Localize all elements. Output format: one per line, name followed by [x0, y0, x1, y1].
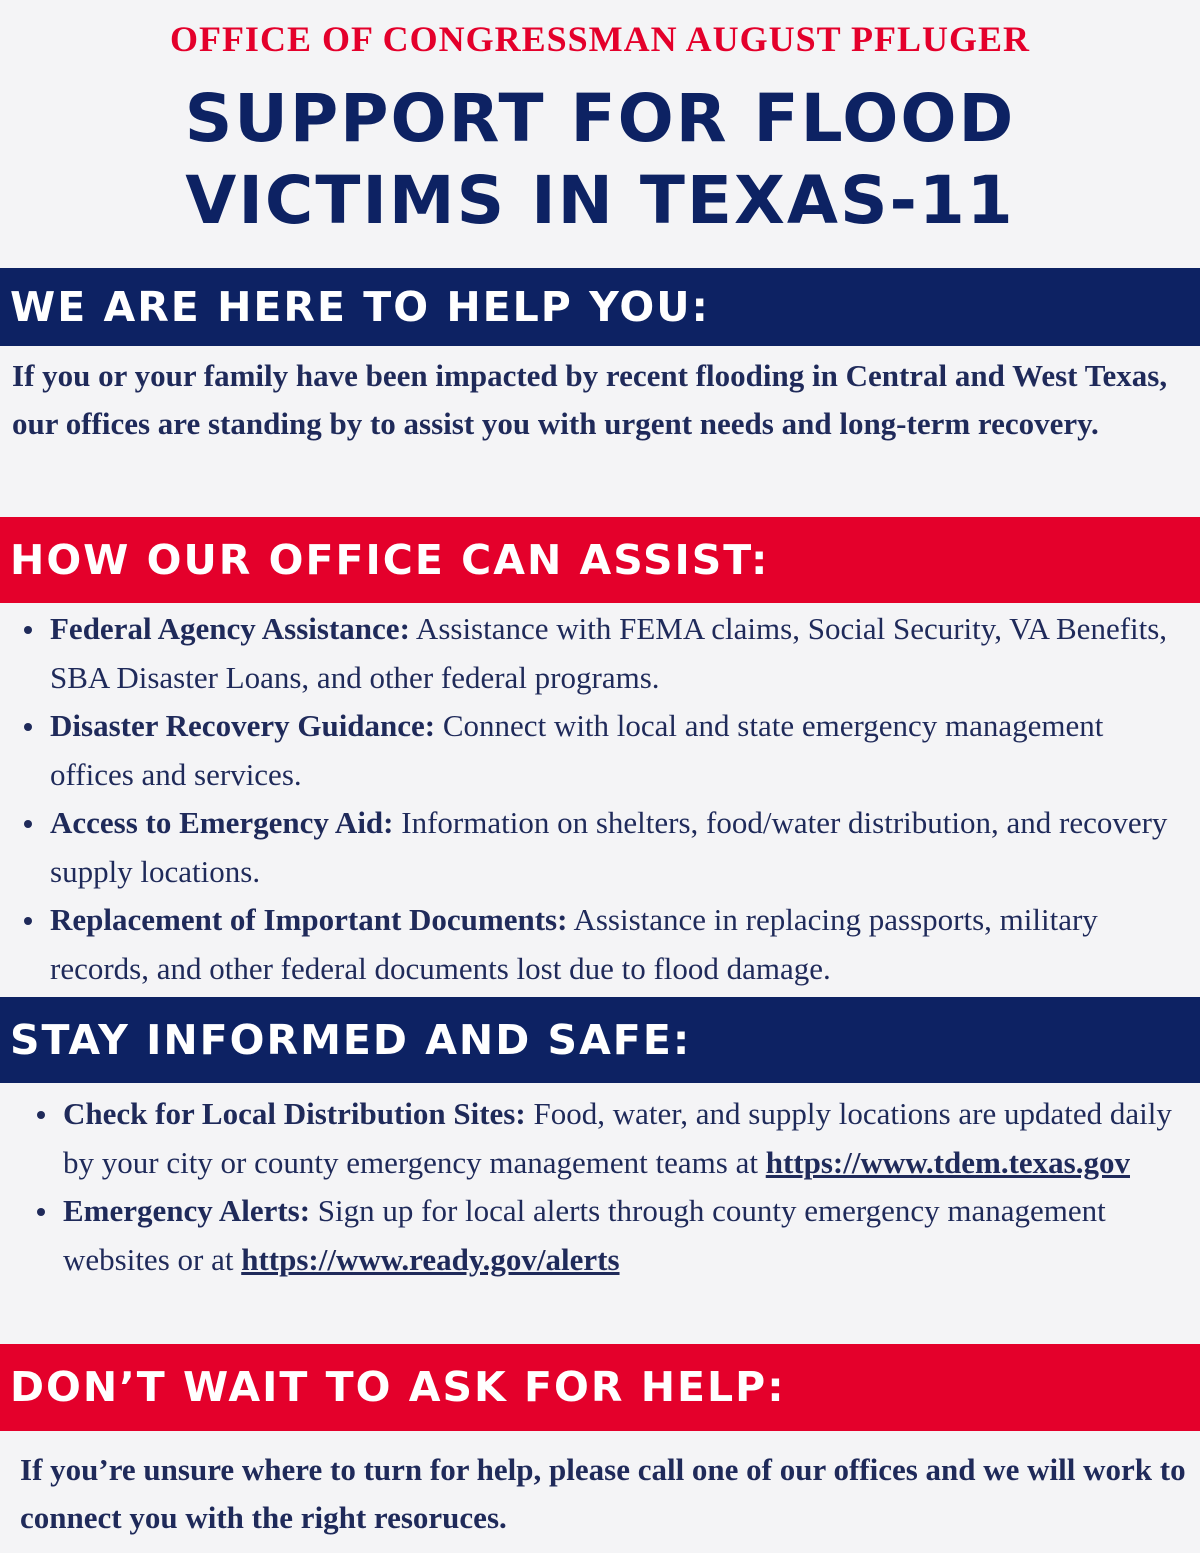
assist-item-text: Assistance in replacing passports, military records, and other federal documents lost due to flood damage.: [50, 902, 1098, 986]
help-body: If you or your family have been impacted by recent flooding in Central and West Texas, our offices are standing by to assist you with urgent needs and long-term recovery.: [12, 358, 1168, 441]
assist-item-text: Connect with local and state emergency management offices and services.: [50, 708, 1104, 792]
assist-item-recovery: [12, 702, 1188, 799]
informed-list: [25, 1090, 1185, 1284]
assist-item-label: Disaster Recovery Guidance:: [50, 708, 436, 743]
informed-item-label: Emergency Alerts:: [63, 1193, 311, 1228]
dontwait-heading-bar: [0, 1344, 1200, 1431]
informed-item-alerts: [25, 1187, 1185, 1284]
informed-item-text: Food, water, and supply locations are updated daily by your city or county emergency management teams at: [63, 1096, 1172, 1180]
assist-item-aid: [12, 799, 1188, 896]
assist-item-text: Information on shelters, food/water distribution, and recovery supply locations.: [50, 805, 1168, 889]
informed-item-text: Sign up for local alerts through county emergency management websites or at: [63, 1193, 1106, 1277]
help-heading-bar: [0, 268, 1200, 346]
dontwait-heading: DON’T WAIT TO ASK FOR HELP:: [10, 1363, 786, 1411]
informed-heading: STAY INFORMED AND SAFE:: [10, 1016, 692, 1064]
informed-item-label: Check for Local Distribution Sites:: [63, 1096, 526, 1131]
assist-item-label: Federal Agency Assistance:: [50, 611, 410, 646]
assist-heading: HOW OUR OFFICE CAN ASSIST:: [10, 536, 770, 584]
ready-gov-link[interactable]: https://www.ready.gov/alerts: [241, 1241, 620, 1277]
informed-heading-bar: [0, 997, 1200, 1083]
informed-item-distribution: [25, 1090, 1185, 1187]
assist-item-federal: [12, 605, 1188, 702]
assist-item-documents: [12, 896, 1188, 993]
office-heading: OFFICE OF CONGRESSMAN AUGUST PFLUGER: [169, 19, 1031, 59]
tdem-link[interactable]: https://www.tdem.texas.gov: [765, 1144, 1130, 1180]
dontwait-body: If you’re unsure where to turn for help, please call one of our offices and we will work to connect you with the right resoruces.: [20, 1452, 1186, 1535]
help-heading: WE ARE HERE TO HELP YOU:: [10, 283, 710, 331]
title-line-1: SUPPORT FOR FLOOD: [184, 80, 1016, 157]
assist-item-text: Assistance with FEMA claims, Social Security, VA Benefits, SBA Disaster Loans, and other federal programs.: [50, 611, 1168, 695]
page-title: [0, 78, 1200, 242]
title-line-2: VICTIMS IN TEXAS-11: [185, 162, 1015, 239]
assist-item-label: Access to Emergency Aid:: [50, 805, 394, 840]
assist-item-label: Replacement of Important Documents:: [50, 902, 568, 937]
assist-heading-bar: [0, 517, 1200, 603]
assist-list: [12, 605, 1188, 993]
